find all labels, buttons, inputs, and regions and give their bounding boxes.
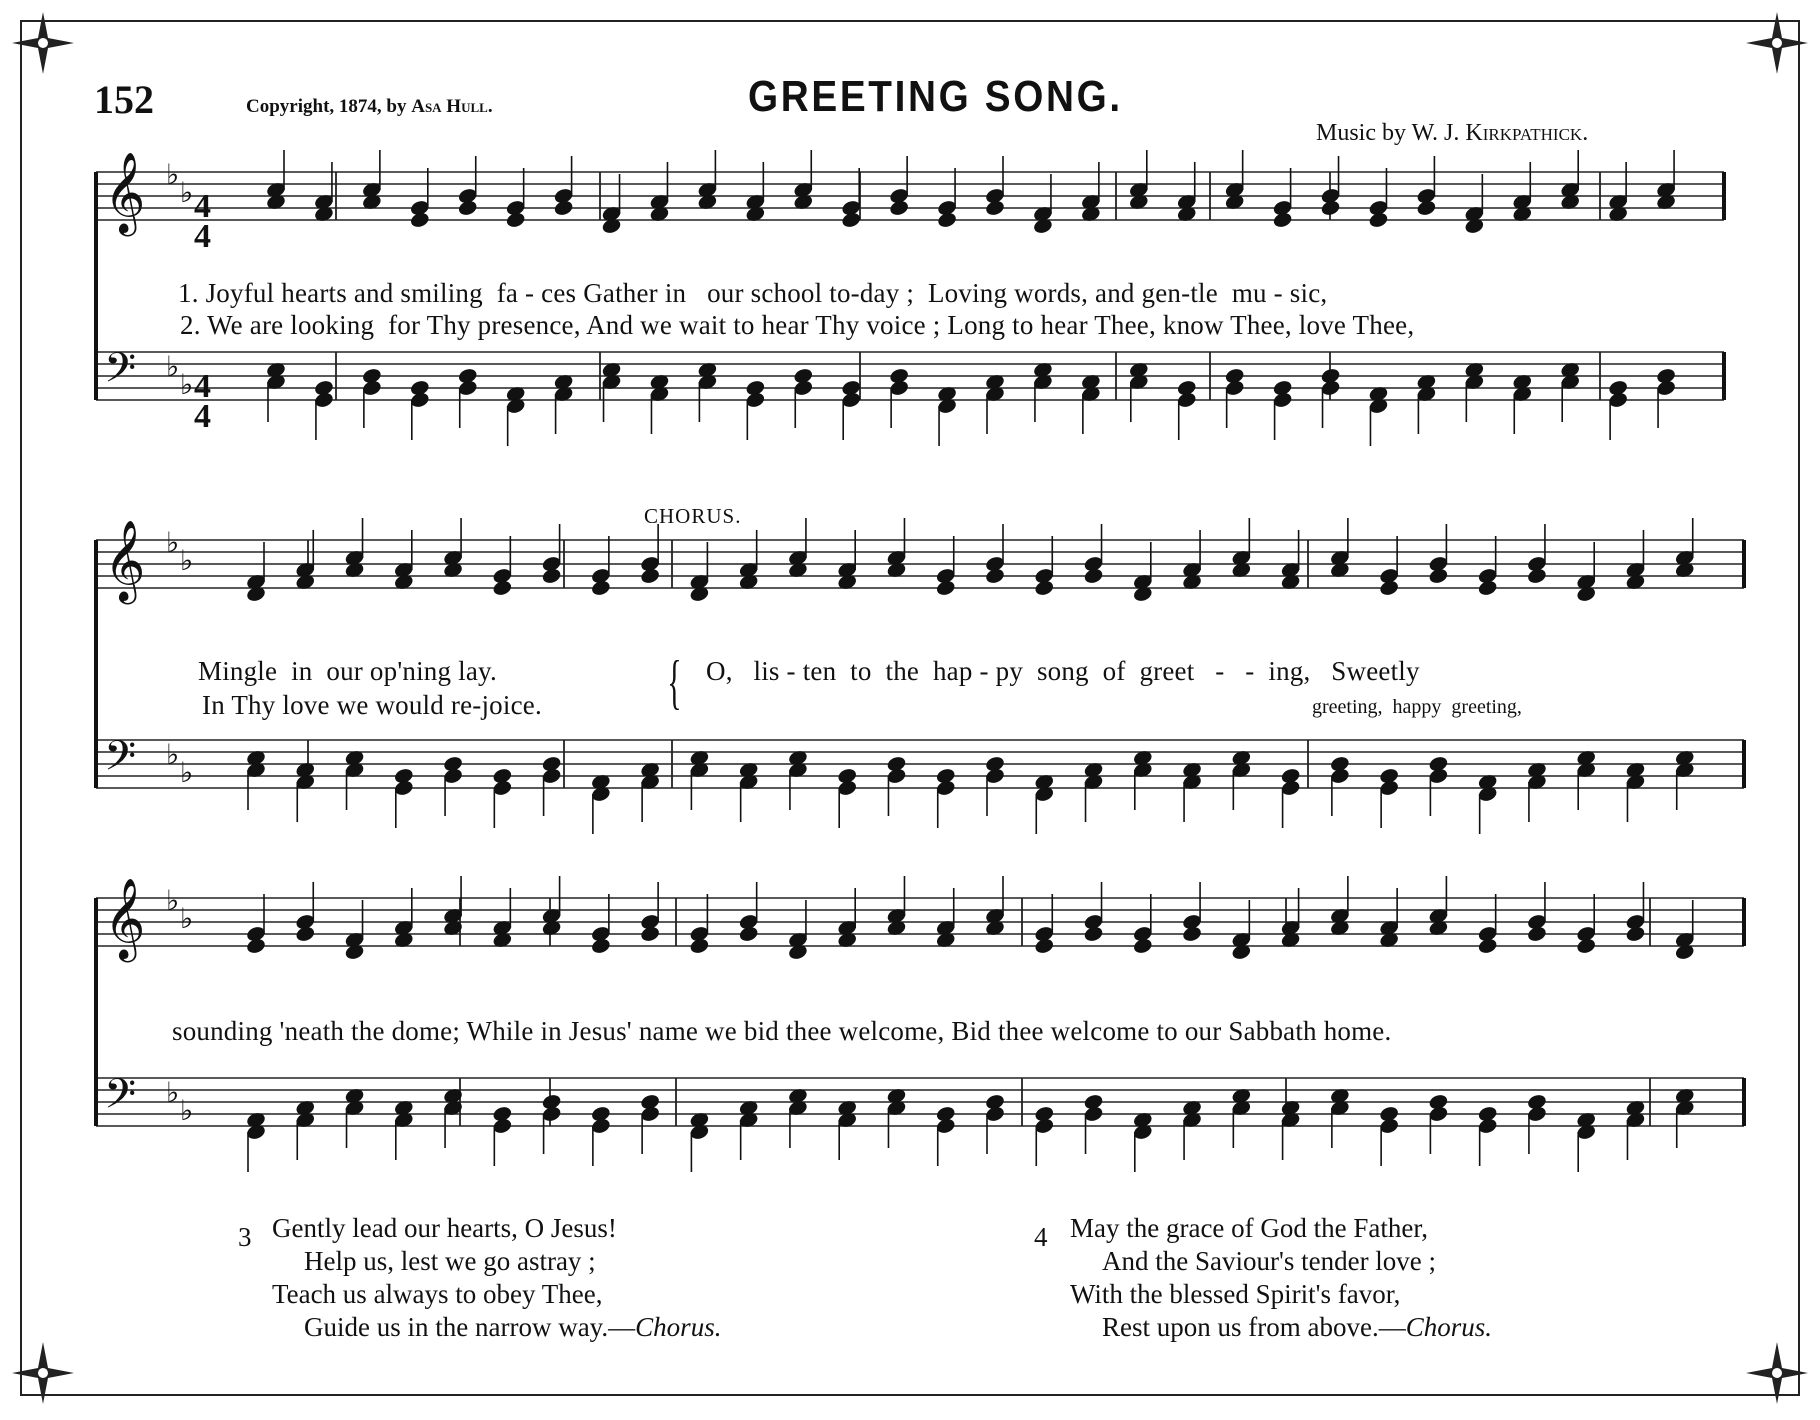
note-head (245, 937, 266, 955)
treble-clef-icon: 𝄞 (104, 151, 146, 233)
note-head (1416, 199, 1437, 217)
verse3-line: Teach us always to obey Thee, (272, 1279, 603, 1309)
note-head (1526, 925, 1547, 943)
note-head (738, 925, 759, 943)
composer-name: Kirkpathick. (1465, 120, 1589, 146)
note-head (1083, 567, 1104, 585)
treble-clef-icon: 𝄞 (104, 519, 146, 601)
note-head (492, 579, 513, 597)
system1-verse2-lyrics: 2. We are looking for Thy presence, And we wait to hear Thy voice ; Long to hear Thee, know Thee, love Thee, (180, 310, 1415, 340)
note-head (505, 211, 526, 229)
flat-icon: ♭ (180, 756, 194, 789)
note-head (689, 937, 710, 955)
verse4-last-line: Rest upon us from above.— (1102, 1312, 1406, 1342)
flat-icon: ♭ (180, 1094, 194, 1127)
flat-icon: ♭ (166, 158, 180, 191)
note-head (1034, 579, 1055, 597)
treble-clef-icon: 𝄞 (104, 877, 146, 959)
note-head (639, 567, 660, 585)
note-head (841, 211, 862, 229)
treble-time-sig-top: 4 (194, 188, 211, 225)
flat-icon: ♭ (180, 368, 194, 401)
verse3-last-line: Guide us in the narrow way.— (304, 1312, 636, 1342)
system2-chorus-lyrics: O, lis - ten to the hap - py song of greet - - ing, Sweetly (706, 656, 1420, 686)
note-head (1181, 925, 1202, 943)
note-head (1576, 937, 1597, 955)
note-head (541, 567, 562, 585)
note-head (1034, 937, 1055, 955)
system2-verse2-lyrics: In Thy love we would re-joice. (202, 690, 542, 720)
note-head (639, 925, 660, 943)
bass-clef-icon: 𝄢 (104, 344, 137, 402)
note-head (590, 937, 611, 955)
flat-icon: ♭ (166, 350, 180, 383)
flat-icon: ♭ (166, 526, 180, 559)
verse4-block (1066, 1212, 1492, 1344)
system2-verse1-lyrics: Mingle in our op'ning lay. (198, 656, 497, 686)
note-head (1083, 925, 1104, 943)
note-head (457, 199, 478, 217)
flat-icon: ♭ (180, 544, 194, 577)
note-head (1132, 937, 1153, 955)
verse4-chorus-cue: Chorus. (1405, 1312, 1492, 1342)
verse4-line (1066, 1311, 1492, 1344)
note-head (1368, 211, 1389, 229)
verse3-block (268, 1212, 721, 1344)
copyright-holder: Asa Hull. (411, 96, 493, 117)
song-title: GREETING SONG. (748, 72, 1123, 121)
bass-clef-icon: 𝄢 (104, 732, 137, 790)
verse3-line (268, 1311, 721, 1344)
flat-icon: ♭ (166, 738, 180, 771)
note-head (984, 567, 1005, 585)
verse4-number: 4 (1034, 1222, 1048, 1252)
verse3-line: Gently lead our hearts, O Jesus! (272, 1213, 617, 1243)
note-head (1625, 925, 1646, 943)
bass-time-sig-top: 4 (194, 368, 211, 405)
chorus-label: CHORUS. (644, 504, 742, 528)
bass-clef-icon: 𝄢 (104, 1070, 137, 1128)
note-head (553, 199, 574, 217)
note-head (1477, 579, 1498, 597)
note-head (590, 579, 611, 597)
note-head (409, 211, 430, 229)
note-head (1272, 211, 1293, 229)
verse3-number: 3 (238, 1222, 252, 1252)
flat-icon: ♭ (166, 884, 180, 917)
verse4-line: With the blessed Spirit's favor, (1070, 1279, 1401, 1309)
verse4-line: And the Saviour's tender love ; (1102, 1246, 1437, 1276)
flat-icon: ♭ (180, 176, 194, 209)
note-head (1477, 937, 1498, 955)
note-head (984, 199, 1005, 217)
system2-alto-lyrics: greeting, happy greeting, (1312, 696, 1522, 718)
flat-icon: ♭ (180, 902, 194, 935)
note-head (295, 925, 316, 943)
bass-time-sig-bottom: 4 (194, 398, 211, 435)
note-head (888, 199, 909, 217)
composer-prefix: Music by W. J. (1316, 120, 1466, 146)
treble-time-sig-bottom: 4 (194, 218, 211, 255)
system3-chorus-lyrics: sounding 'neath the dome; While in Jesus' name we bid thee welcome, Bid thee welcome to our Sabbath home. (172, 1016, 1392, 1046)
note-head (1428, 567, 1449, 585)
system1-verse1-lyrics: 1. Joyful hearts and smiling fa - ces Gather in our school to-day ; Loving words, and gen-tle mu - sic, (178, 278, 1328, 308)
note-head (1378, 579, 1399, 597)
note-head (1320, 199, 1341, 217)
page-number: 152 (94, 77, 154, 122)
verse3-line: Help us, lest we go astray ; (304, 1246, 596, 1276)
note-head (935, 579, 956, 597)
brace-icon: { (667, 649, 682, 715)
verse3-chorus-cue: Chorus. (635, 1312, 722, 1342)
note-head (936, 211, 957, 229)
copyright-prefix: Copyright, 1874, by (246, 96, 412, 117)
flat-icon: ♭ (166, 1076, 180, 1109)
note-head (1526, 567, 1547, 585)
verse4-line: May the grace of God the Father, (1070, 1213, 1429, 1243)
